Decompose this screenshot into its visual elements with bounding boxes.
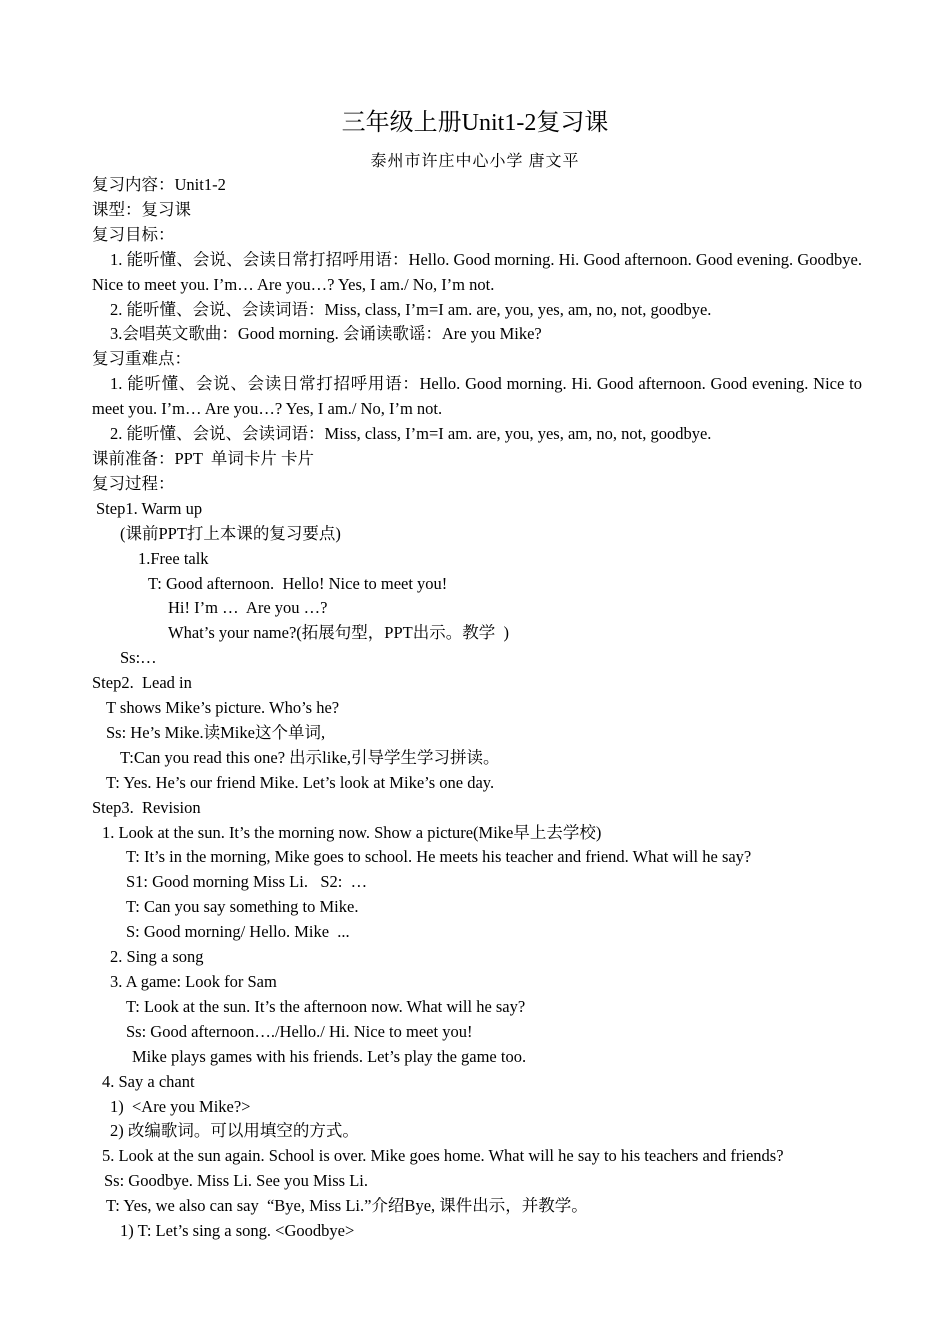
body-line: 5. Look at the sun again. School is over. Mike goes home. What will he say to his teachers and friends? bbox=[102, 1146, 784, 1166]
body-line: Ss: Goodbye. Miss Li. See you Miss Li. bbox=[104, 1171, 369, 1191]
body-line: 4. Say a chant bbox=[102, 1071, 195, 1091]
body-line: 2. 能听懂、会说、会读词语：Miss, class, I’m=I am. are, you, yes, am, no, not, goodbye. bbox=[110, 299, 712, 319]
body-line: 3.会唱英文歌曲：Good morning. 会诵读歌谣：Are you Mike? bbox=[110, 324, 542, 344]
body-line: T: It’s in the morning, Mike goes to school. He meets his teacher and friend. What will he say? bbox=[126, 847, 752, 867]
body-line: T: Look at the sun. It’s the afternoon now. What will he say? bbox=[126, 996, 526, 1016]
body-line: Ss: He’s Mike.读Mike这个单词, bbox=[106, 722, 326, 742]
body-line: 复习过程： bbox=[92, 473, 175, 493]
body-line: 3. A game: Look for Sam bbox=[110, 972, 277, 991]
body-line: 1. 能听懂、会说、会读日常打招呼用语：Hello. Good morning. Hi. Good afternoon. Good evening. Goodbye. Nice to meet you. I’m… Are you…? Yes, I am./ No, I’m not. bbox=[92, 249, 862, 294]
body-line: 课型：复习课 bbox=[92, 199, 191, 219]
body-line: T:Can you read this one? 出示like,引导学生学习拼读。 bbox=[120, 747, 500, 767]
body-line: 1) T: Let’s sing a song. <Goodbye> bbox=[120, 1221, 355, 1241]
body-line: What’s your name?(拓展句型，PPT出示。教学 ) bbox=[168, 623, 509, 643]
body-line: 复习内容：Unit1-2 bbox=[92, 175, 226, 194]
body-line: 复习目标： bbox=[92, 224, 175, 244]
body-line: 1) <Are you Mike?> bbox=[110, 1096, 251, 1116]
body-line: S: Good morning/ Hello. Mike ... bbox=[126, 922, 350, 942]
body-line: 1.Free talk bbox=[138, 548, 209, 568]
body-line: Step3. Revision bbox=[92, 797, 201, 817]
body-line: 1. Look at the sun. It’s the morning now. Show a picture(Mike早上去学校) bbox=[102, 822, 602, 842]
body-line: 2. 能听懂、会说、会读词语：Miss, class, I’m=I am. are, you, yes, am, no, not, goodbye. bbox=[110, 424, 712, 444]
body-line: S1: Good morning Miss Li. S2: … bbox=[126, 872, 368, 892]
body-line: Ss:… bbox=[120, 648, 157, 668]
body-line: Step2. Lead in bbox=[92, 673, 192, 693]
body-line: 2) 改编歌词。可以用填空的方式。 bbox=[110, 1121, 359, 1141]
body-line: 课前准备：PPT 单词卡片 卡片 bbox=[92, 448, 315, 468]
body-line: 1. 能听懂、会说、会读日常打招呼用语：Hello. Good morning. Hi. Good afternoon. Good evening. Nice to meet you. I’m… Are you…? Yes, I am./ No, I’m not. bbox=[92, 374, 862, 419]
body-line: T: Yes, we also can say “Bye, Miss Li.”介绍Bye, 课件出示，并教学。 bbox=[106, 1196, 588, 1216]
body-line: Hi! I’m … Are you …? bbox=[168, 598, 328, 618]
body-line: T shows Mike’s picture. Who’s he? bbox=[106, 698, 340, 718]
body-line: T: Good afternoon. Hello! Nice to meet you! bbox=[148, 573, 448, 593]
body-line: (课前PPT打上本课的复习要点) bbox=[120, 523, 341, 543]
author-line: 泰州市许庄中心小学 唐文平 bbox=[370, 153, 580, 170]
body-line: Step1. Warm up bbox=[96, 498, 203, 518]
body-line: 2. Sing a song bbox=[110, 947, 204, 967]
document-body bbox=[92, 173, 862, 1244]
body-line: 复习重难点： bbox=[92, 349, 191, 369]
document-title: 三年级上册Unit1-2复习课 bbox=[341, 110, 609, 136]
body-line: Mike plays games with his friends. Let’s play the game too. bbox=[132, 1046, 527, 1066]
body-line: T: Can you say something to Mike. bbox=[126, 897, 359, 917]
body-line: T: Yes. He’s our friend Mike. Let’s look at Mike’s one day. bbox=[106, 772, 495, 792]
body-line: Ss: Good afternoon…./Hello./ Hi. Nice to meet you! bbox=[126, 1021, 473, 1041]
